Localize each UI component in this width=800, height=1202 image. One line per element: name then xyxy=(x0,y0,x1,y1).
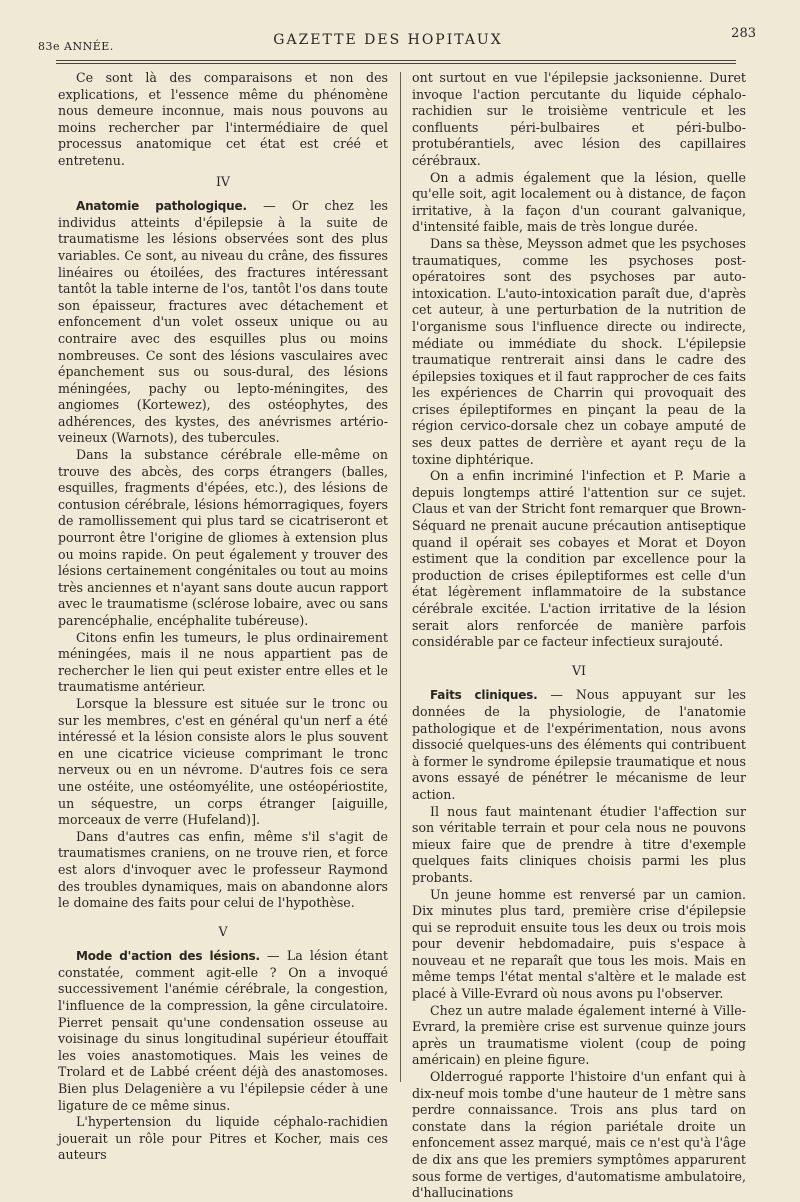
paragraph: Il nous faut maintenant étudier l'affection sur son véritable terrain et pour cela nous ne pouvons mieux faire que de prendre à titre d'exemple quelques faits cliniques choisis parmi les plus probants. xyxy=(412,803,746,885)
paragraph-text: — Or chez les individus atteints d'épilepsie à la suite de traumatisme les lésions observées sont des plus variables. Ce sont, au niveau du crâne, des fissures linéaires ou étoilées, des fractures intéressant tantôt la table interne de l'os, tantôt l'os dans toute son épaisseur, fractures avec détachement et enfoncement d'un volet osseux unique ou au contraire avec des esquilles plus ou moins nombreuses. Ce sont des lésions vasculaires avec épanchement sus ou sous-dural, des lésions méningées, pachy ou lepto-méningites, des angiomes (Kortewez), des ostéophytes, des adhérences, des kystes, des anévrismes artério-veineux (Warnots), des tubercules. xyxy=(58,198,388,446)
section-heading: Faits cliniques. xyxy=(430,688,538,703)
paragraph: ont surtout en vue l'épilepsie jacksonienne. Duret invoque l'action percutante du liquide céphalo-rachidien sur le troisième ventricule et les confluents péri-bulbaires et péri-bulbo-protubérantiels, avec lésion des capillaires cérébraux. xyxy=(412,70,746,168)
page-header xyxy=(38,26,756,54)
paragraph: On a admis également que la lésion, quelle qu'elle soit, agit localement ou à distance, de façon irritative, à la façon d'un courant galvanique, d'intensité faible, mais de très longue durée. xyxy=(412,169,746,235)
paragraph-text: — Nous appuyant sur les données de la physiologie, de l'anatomie pathologique et de l'expérimentation, nous avons dissocié quelques-uns des éléments qui contribuent à former le syndrome épilepsie traumatique et nous avons essayé de pénétrer le mécanisme de leur action. xyxy=(412,687,746,802)
paragraph: Chez un autre malade également interné à Ville-Evrard, la première crise est survenue quinze jours après un traumatisme violent (coup de poing américain) en pleine figure. xyxy=(412,1002,746,1068)
paragraph xyxy=(412,687,746,803)
page-number: 283 xyxy=(731,26,756,41)
column-divider xyxy=(400,72,401,1082)
left-column xyxy=(58,70,388,1164)
paragraph-text: — La lésion étant constatée, comment agit-elle ? On a invoqué successivement l'anémie cérébrale, la congestion, l'influence de la compression, la gêne circulatoire. Pierret pensait qu'une condensation osseuse au voisinage du sinus longitudinal supérieur étouffait les voies anastomotiques. Mais les veines de Trolard et de Labbé créent déjà des anastomoses. Bien plus Delagenière a vu l'épilepsie céder à une ligature de ce même sinus. xyxy=(58,948,388,1113)
paragraph: Lorsque la blessure est située sur le tronc ou sur les membres, c'est en général qu'un nerf a été intéressé et la lésion consiste alors le plus souvent en une cicatrice vicieuse comprimant le tronc nerveux ou en un névrome. D'autres fois ce sera une ostéite, une ostéomyélite, une ostéopériostite, un séquestre, un corps étranger [aiguille, morceaux de verre (Hufeland)]. xyxy=(58,695,388,828)
edition-label: 83e ANNÉE. xyxy=(38,40,114,53)
right-column xyxy=(412,70,746,1202)
paragraph: Un jeune homme est renversé par un camion. Dix minutes plus tard, première crise d'épilepsie qui se reproduit ensuite tous les deux ou trois mois pour devenir hebdomadaire, puis s'espace à nouveau et ne reparaît que tous les mois. Mais en même temps l'état mental s'altère et le malade est placé à Ville-Evrard où nous avons pu l'observer. xyxy=(412,886,746,1002)
paragraph: Ce sont là des comparaisons et non des explications, et l'essence même du phénomène nous demeure inconnue, mais nous pouvons au moins rechercher par l'intermédiaire de quel processus anatomique cet état est créé et entretenu. xyxy=(58,70,388,168)
header-rule-bottom xyxy=(56,63,736,64)
paragraph: Olderrogué rapporte l'histoire d'un enfant qui à dix-neuf mois tombe d'une hauteur de 1 mètre sans perdre connaissance. Trois ans plus tard on constate dans la région pariétale droite un enfoncement assez marqué, mais ce n'est qu'à l'âge de dix ans que les premiers symptômes apparurent sous forme de vertiges, d'automatisme ambulatoire, d'hallucinations xyxy=(412,1069,746,1201)
section-heading: Anatomie pathologique. xyxy=(76,199,247,214)
paragraph: On a enfin incriminé l'infection et P. Marie a depuis longtemps attiré l'attention sur ce sujet. Claus et van der Stricht font remarquer que Brown-Séquard ne prenait aucune précaution antiseptique quand il opérait ses cobayes et Morat et Doyon estiment que la condition par excellence pour la production de crises épileptiformes est celle d'un état légèrement inflammatoire de la substance cérébrale excitée. L'action irritative de la lésion serait alors renforcée de manière parfois considérable par ce facteur infectieux surajouté. xyxy=(412,468,746,650)
paragraph: Dans la substance cérébrale elle-même on trouve des abcès, des corps étrangers (balles, esquilles, fragments d'épées, etc.), des lésions de contusion cérébrale, lésions hémorragiques, foyers de ramollissement qui plus tard se cicatriseront et pourront être l'origine de gliomes à extension plus ou moins rapide. On peut également y trouver des lésions certainement congénitales ou tout au moins très anciennes et n'ayant sans doute aucun rapport avec le traumatisme (sclérose lobaire, avec ou sans parencéphalie, encéphalite tubéreuse). xyxy=(58,447,388,628)
paragraph xyxy=(58,198,388,447)
journal-title: GAZETTE DES HOPITAUX xyxy=(273,32,503,48)
section-number: VI xyxy=(571,662,587,678)
paragraph: L'hypertension du liquide céphalo-rachidien jouerait un rôle pour Pitres et Kocher, mais ces auteurs xyxy=(58,1114,388,1163)
section-heading: Mode d'action des lésions. xyxy=(76,949,260,964)
paragraph: Citons enfin les tumeurs, le plus ordinairement méningées, mais il ne nous appartient pas de rechercher le lien qui peut exister entre elles et le traumatisme antérieur. xyxy=(58,629,388,695)
paragraph xyxy=(58,948,388,1114)
header-rule-top xyxy=(56,60,736,61)
paragraph: Dans d'autres cas enfin, même s'il s'agit de traumatismes craniens, on ne trouve rien, et force est alors d'invoquer avec le professeur Raymond des troubles dynamiques, mais on abandonne alors le domaine des faits pour celui de l'hypothèse. xyxy=(58,828,388,911)
section-number: V xyxy=(218,923,228,939)
section-number: IV xyxy=(215,173,231,189)
paragraph: Dans sa thèse, Meysson admet que les psychoses traumatiques, comme les psychoses post-opératoires sont des psychoses par auto-intoxication. L'auto-intoxication paraît due, d'après cet auteur, à une perturbation de la nutrition de l'organisme sous l'influence directe ou indirecte, médiate ou immédiate du shock. L'épilepsie traumatique rentrerait ainsi dans le cadre des épilepsies toxiques et il faut rapprocher de ces faits les expériences de Charrin qui provoquait des crises épileptiformes en pinçant la peau de la région cervico-dorsale chez un cobaye amputé de ses deux pattes de derrière et ayant reçu de la toxine diphtérique. xyxy=(412,235,746,467)
